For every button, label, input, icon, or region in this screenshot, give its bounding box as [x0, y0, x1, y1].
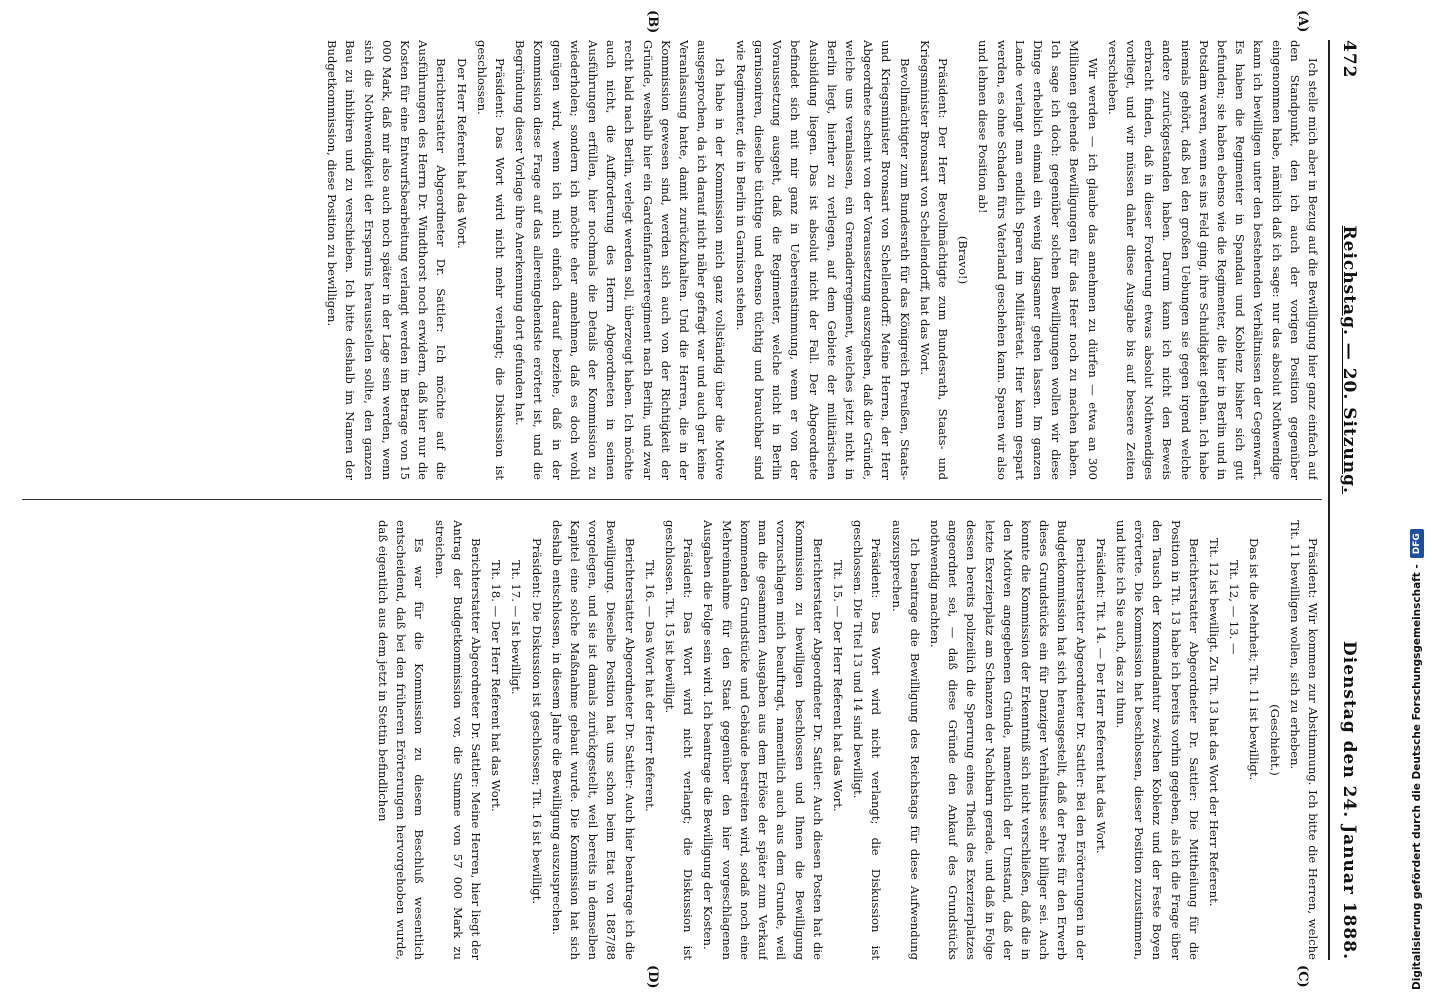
- paragraph: Tit. 12, — 13. —: [1227, 560, 1242, 655]
- paragraph: Bevollmächtigter zum Bundesrath für das Königreich Preußen, Staats- und Kriegsminister Bronsart von Schellendorff: Meine Herren, der Herr Abgeordnete scheint von der Voraussetzung auszugehen, daß die Gründe, welche uns veranlassen, ein Grenadierregiment, welches jetzt nicht in Berlin liegt, hierher zu verlegen, auf dem Gebiete der militärischen Ausbildung liegen. Das ist absolut nicht der Fall. Der Abgeordnete befindet sich mit mir ganz in Uebereinstimmung, wenn er von der Voraussetzung ausgeht, daß die Regimenter, welche nicht in Berlin garnisoniren, dieselbe tüchtige und ebenso tüchtig und brauchbar sind wie Regimenter, die in Berlin in Garnison stehen.: [733, 40, 912, 480]
- paragraph: Berichterstatter Abgeordneter Dr. Sattler: Meine Herren, hier liegt der Antrag der Budgetkommission vor, die Summe von 57 000 Mark zu streichen.: [432, 520, 484, 960]
- margin-letter-a: (A): [1295, 10, 1310, 33]
- paragraph: Das ist die Mehrheit; Tit. 11 ist bewilligt.: [1247, 538, 1262, 781]
- paragraph: Präsident: Wir kommen zur Abstimmung. Ich bitte die Herren, welche Tit. 11 bewilligen wollen, sich zu erheben.: [1287, 520, 1320, 960]
- paragraph: Tit. 12 ist bewilligt. Zu Tit. 13 hat das Wort der Herr Referent.: [1206, 538, 1221, 907]
- paragraph: Berichterstatter Abgeordneter Dr. Sattler: Die Mittheilung für die Position in Tit. 13 habe ich bereits vorhin gegeben, als ich die Frage über den Tausch der Kommandantur zwischen Koblenz und der Feste Boyen erörterte. Die Kommission hat beschlossen, dieser Position zuzustimmen, und bitte ich Sie auch, das zu thun.: [1113, 520, 1201, 960]
- dfg-logo: DFG: [1410, 529, 1424, 558]
- header-rule: [1328, 40, 1330, 960]
- paragraph: Berichterstatter Abgeordneter Dr. Sattler: Bei den Erörterungen in der Budgetkommission hat sich herausgestellt, daß der Preis für den Erwerb dieses Grundstücks ein für Danziger Verhältnisse sehr billiger sei. Auch konnte die Kommission der Erkenntniß sich nicht verschließen, daß die in den Motiven angegebenen Gründe, namentlich der Umstand, daß der letzte Exerzierplatz am Schanzen der Nachbarn gerade, und daß in Folge dessen bereits polizeilich die Sperrung eines Theils des Exerzierplatzes angeordnet sei, — daß diese Gründe den Ankauf des Grundstücks nothwendig machten.: [927, 520, 1088, 960]
- margin-letter-d: (D): [645, 965, 660, 989]
- page-header: [1332, 40, 1366, 960]
- paragraph: Tit. 16. — Das Wort hat der Herr Referent.: [642, 560, 657, 812]
- margin-letter-b: (B): [645, 10, 660, 34]
- paragraph: Ich habe in der Kommission mich ganz vollständig über die Motive ausgesprochen, da ich darauf nicht näher gefragt war und auch gar keine Veranlassung hatte, damit zurückzuhalten. Und die Herren, die in der Kommission gewesen sind, werden sich auch von der Richtigkeit der Gründe, weshalb hier ein Gardeinfanterieregiment nach Berlin, und zwar recht bald nach Berlin, verlegt werden soll, überzeugt haben. Ich möchte auch nicht, die Aufforderung des Herrn Abgeordneten in seinen Ausführungen erfüllen, hier nochmals die Details der Kommission zu wiederholen; sondern ich möchte eher annehmen, daß es doch wohl genügen wird, wenn ich mich einfach darauf beziehe, daß in der Kommission diese Frage auf das allereingehendste erörtert ist, und die Begründung dieser Vorlage ihre Anerkennung dort gefunden hat.: [513, 40, 728, 480]
- paragraph: Berichterstatter Abgeordneter Dr. Sattler: Ich möchte auf die Ausführungen des Herrn Dr. Windthorst noch erwidern, daß hier nur die Kosten für eine Entwurfsbearbeitung verlangt werden im Betrage von 15 000 Mark, daß mir also auch noch später in der Lage sein werden, wenn sich die Nothwendigkeit der Ersparnis herausstellen sollte, den ganzen Bau zu inhibiren und zu verschieben. Ich bitte deshalb im Namen der Budgetkommission, diese Position zu bewilligen.: [325, 40, 449, 480]
- paragraph: Ich beantrage die Bewilligung des Reichstags für diese Aufwendung auszusprechen.: [889, 520, 922, 960]
- page-title: Reichstag. — 20. Sitzung.: [1339, 225, 1359, 494]
- credit-text: Digitalisierung gefördert durch die Deutsche Forschungsgemeinschaft -: [1411, 564, 1423, 990]
- paragraph: (Bravo!): [956, 235, 971, 285]
- paragraph: Ich stelle mich aber in Bezug auf die Bewilligung hier ganz einfach auf den Standpunkt, den ich auch der vorigen Position gegenüber eingenommen habe, nämlich daß ich sage: nur das absolut Nothwendige kann ich bewilligen unter den bestehenden Verhältnissen der Gegenwart. Es haben die Regimenter in Spandau und Koblenz bisher sich gut befunden; sie haben ebenso wie die Regimenter, die hier in Berlin und in Potsdam waren, wenn es ins Feld ging, ihre Schuldigkeit gethan. Ich habe niemals gehört, daß bei den großen Uebungen sie gegen irgend welche andere zurückgestanden haben. Darum kann ich nicht den Beweis erbracht finden, daß in dieser Forderung etwas absolut Nothwendiges vorliegt, und wir müssen daher diese Ausgabe bis auf bessere Zeiten verschieben.: [1105, 40, 1320, 480]
- paragraph: Tit. 18. — Der Herr Referent hat das Wort.: [489, 560, 504, 812]
- digitization-credit: [1408, 40, 1426, 990]
- paragraph: Präsident: Tit. 14. — Der Herr Referent hat das Wort.: [1093, 538, 1108, 854]
- right-column: [22, 520, 1322, 960]
- left-column: [22, 40, 1322, 480]
- paragraph: Tit. 15. — Der Herr Referent hat das Wort.: [830, 560, 845, 812]
- paragraph: Es war für die Kommission zu diesem Beschluß wesentlich entscheidend, daß bei den früheren Erörterungen hervorgehoben wurde, daß eigentlich aus dem jetzt in Stettin befindlichen: [376, 520, 427, 960]
- paragraph: Präsident: Der Herr Bevollmächtigte zum Bundesrath, Staats- und Kriegsminister Bronsart von Schellendorff, hat das Wort.: [917, 40, 950, 480]
- paragraph: Präsident: Das Wort wird nicht verlangt; die Diskussion ist geschlossen. Die Titel 13 und 14 sind bewilligt.: [851, 520, 884, 960]
- paragraph: Präsident: Die Diskussion ist geschlossen; Tit. 16 ist bewilligt.: [529, 538, 544, 905]
- column-divider: [22, 499, 1322, 500]
- session-date: Dienstag den 24. Januar 1888.: [1339, 641, 1359, 960]
- page-number: 472: [1339, 40, 1359, 79]
- paragraph: Tit. 17. — Ist bewilligt.: [509, 560, 524, 695]
- paragraph: (Geschieht.): [1267, 704, 1282, 776]
- paragraph: Berichterstatter Abgeordneter Dr. Sattler: Auch hier beantrage ich die Bewilligung. Dieselbe Position hat uns schon beim Etat von 1887/88 vorgelegen, und sie ist damals zurückgestellt, weil bereits in demselben Kapitel eine solche Maßnahme gebaut wurde. Die Kommission hat sich deshalb entschlossen, in diesem Jahre die Bewilligung auszusprechen.: [549, 520, 637, 960]
- paragraph: Präsident: Das Wort wird nicht mehr verlangt; die Diskussion ist geschlossen.: [474, 40, 508, 480]
- paragraph: Der Herr Referent hat das Wort.: [454, 58, 469, 249]
- paragraph: Präsident: Das Wort wird nicht verlangt; die Diskussion ist geschlossen. Tit. 15 ist bewilligt.: [663, 520, 696, 960]
- margin-letter-c: (C): [1295, 965, 1310, 988]
- paragraph: Berichterstatter Abgeordneter Dr. Sattler: Auch diesen Posten hat die Kommission zu bewilligen beschlossen und Ihnen die Bewilligung vorzuschlagen mich beauftragt, namentlich auch aus dem Grunde, weil man die gesammten Ausgaben aus dem Erlöse der später zum Verkauf kommenden Grundstücke und Gebäude bestreiten wird, sodaß noch eine Mehreinnahme für den Staat gegenüber den hier vorgeschlagenen Ausgaben die Folge sein wird. Ich beantrage die Bewilligung der Kosten.: [701, 520, 825, 960]
- paragraph: Wir werden — ich glaube das annehmen zu dürfen — etwa an 300 Millionen gehende Bewilligungen für das Heer noch zu machen haben. Ich sage ich doch: gegenüber solchen Bewilligungen wollen wir diese Dinge erheblich einmal ein wenig langsamer gehen lassen. Im ganzen Lande verlangt man endlich Sparen im Militäretat. Hier kann gespart werden, es ohne Schaden fürs Vaterland geschehen kann. Sparen wir also und lehnen diese Position ab!: [976, 40, 1100, 480]
